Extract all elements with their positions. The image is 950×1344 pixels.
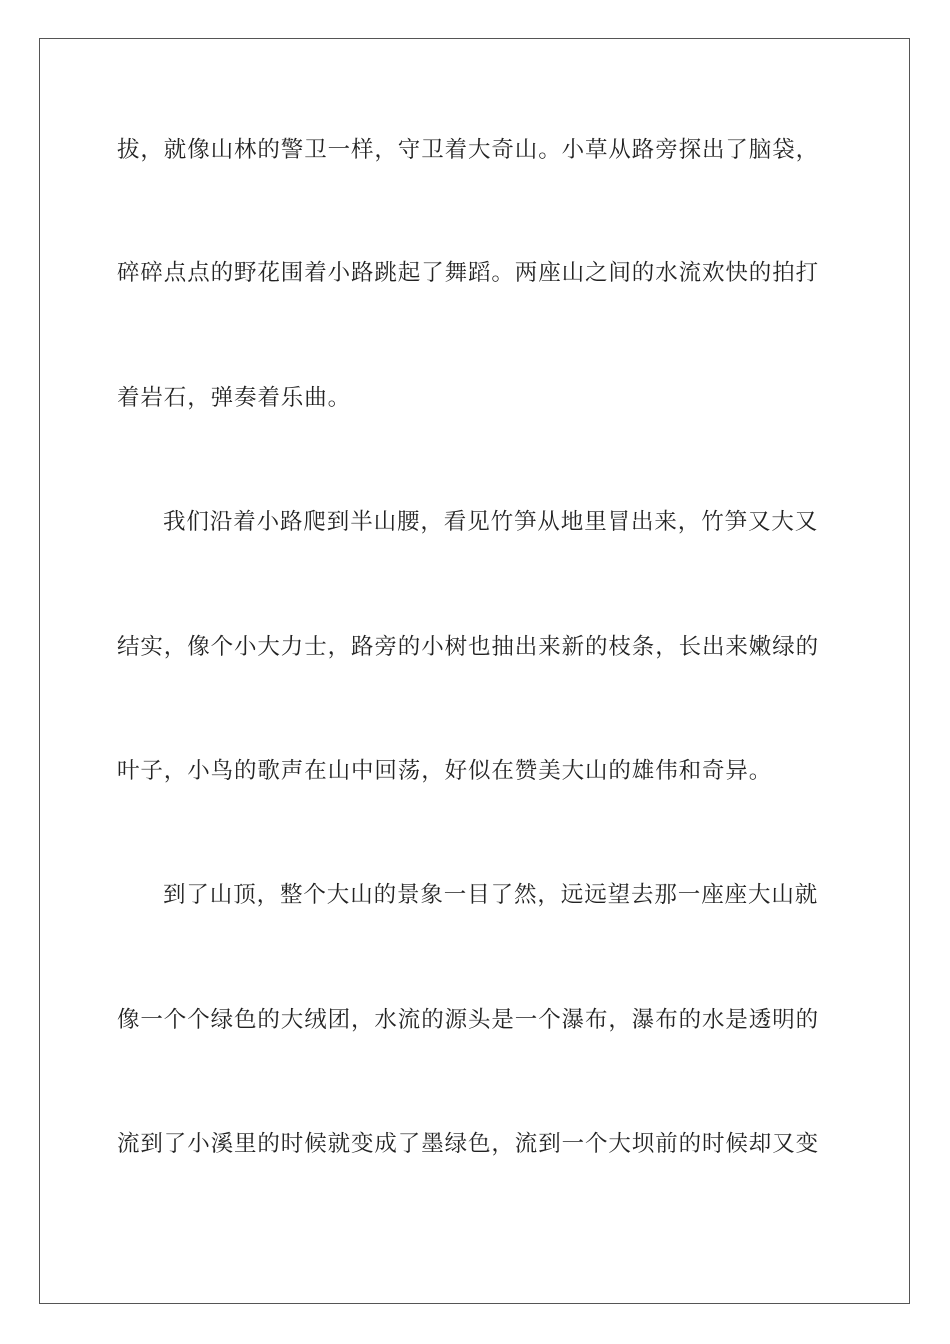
paragraph-2-line-2: 结实，像个小大力士，路旁的小树也抽出来新的枝条，长出来嫩绿的 (117, 634, 820, 660)
paragraph-1-line-2: 碎碎点点的野花围着小路跳起了舞蹈。两座山之间的水流欢快的拍打 (117, 260, 820, 286)
paragraph-1-line-1: 拔，就像山林的警卫一样，守卫着大奇山。小草从路旁探出了脑袋， (117, 137, 820, 163)
paragraph-3-line-2: 像一个个绿色的大绒团，水流的源头是一个瀑布，瀑布的水是透明的 (117, 1007, 820, 1033)
paragraph-3-line-3: 流到了小溪里的时候就变成了墨绿色，流到一个大坝前的时候却又变 (117, 1131, 820, 1157)
page-border (39, 38, 910, 1304)
paragraph-3-line-1: 到了山顶，整个大山的景象一目了然，远远望去那一座座大山就 (163, 882, 819, 908)
paragraph-1-line-3: 着岩石，弹奏着乐曲。 (117, 385, 352, 411)
paragraph-2-line-3: 叶子，小鸟的歌声在山中回荡，好似在赞美大山的雄伟和奇异。 (117, 758, 773, 784)
paragraph-2-line-1: 我们沿着小路爬到半山腰，看见竹笋从地里冒出来，竹笋又大又 (163, 509, 819, 535)
